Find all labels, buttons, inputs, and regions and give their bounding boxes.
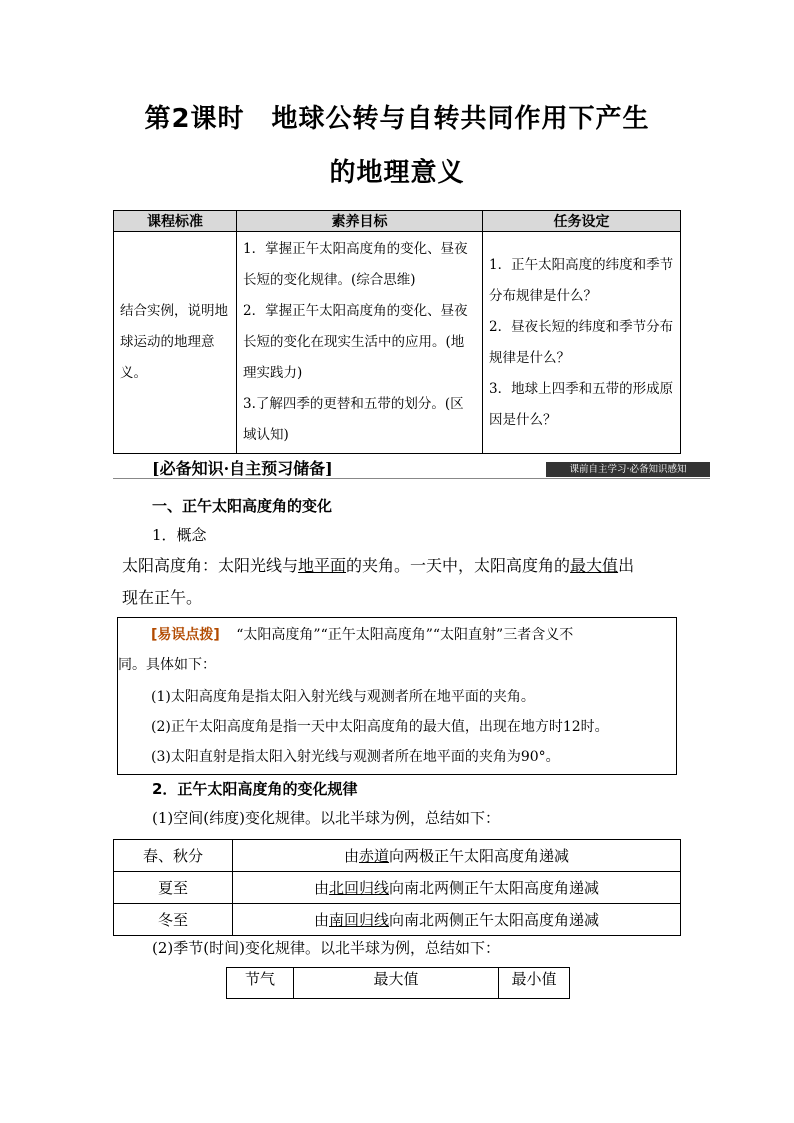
tip-item-2: (2)正午太阳高度角是指一天中太阳高度角的最大值，出现在地方时12时。 [151,719,609,735]
task-item: 3．地球上四季和五带的形成原因是什么？ [489,380,674,428]
page-title-line2: 的地理意义 [329,158,465,188]
rule-underlined: 赤道 [358,847,389,865]
concept-line1 [122,551,634,581]
concept-text: 出 [618,556,635,575]
rule-underlined: 北回归线 [328,879,389,897]
latitude-table [113,839,681,936]
table-row [114,840,681,872]
tip-intro: “太阳高度角”“正午太阳高度角”“太阳直射”三者含义不 [236,627,574,643]
concept-text: 的夹角。一天中，太阳高度角的 [346,556,571,575]
tip-item-3: (3)太阳直射是指太阳入射光线与观测者所在地平面的夹角为90°。 [151,749,560,765]
standard-cell: 结合实例，说明地球运动的地理意义。 [114,232,237,454]
tasks-cell [483,232,681,454]
rule-underlined: 南回归线 [328,911,389,929]
goal-item: 1．掌握正午太阳高度角的变化、昼夜长短的变化规律。(综合思维) [243,241,468,288]
table-row [227,968,570,999]
rule-cell [233,840,681,872]
header-max: 最大值 [294,968,499,999]
season-cell: 夏至 [114,872,233,904]
concept-line2: 现在正午。 [122,588,203,607]
table-row [114,904,681,936]
table-row [114,872,681,904]
rule-cell [233,872,681,904]
standards-table [113,210,681,454]
rule-text: 向两极正午太阳高度角递减 [389,847,570,865]
standards-header-row [114,211,681,232]
section-divider [113,478,710,479]
seasonal-intro: (2)季节(时间)变化规律。以北半球为例，总结如下： [152,939,500,957]
heading-2: 2．正午太阳高度角的变化规律 [152,780,358,798]
task-item: 2．昼夜长短的纬度和季节分布规律是什么？ [489,318,674,366]
concept-underlined: 最大值 [570,556,619,575]
goals-cell [237,232,483,454]
heading-1: 一、正午太阳高度角的变化 [152,497,333,515]
task-item: 1．正午太阳高度的纬度和季节分布规律是什么？ [489,256,674,304]
header-min: 最小值 [499,968,570,999]
rule-text: 向南北两侧正午太阳高度角递减 [389,879,600,897]
header-standard: 课程标准 [114,211,237,232]
season-cell: 春、秋分 [114,840,233,872]
tip-intro-line [151,624,573,644]
rule-text: 由 [313,879,329,897]
concept-underlined: 地平面 [298,556,347,575]
rule-text: 由 [313,911,329,929]
concept-text: 太阳高度角：太阳光线与 [122,556,299,575]
rule-text: 由 [343,847,359,865]
section-header: [必备知识·自主预习储备] [152,459,333,478]
spatial-intro: (1)空间(纬度)变化规律。以北半球为例，总结如下： [152,809,500,827]
header-tasks: 任务设定 [483,211,681,232]
standards-content-row [114,232,681,454]
rule-text: 向南北两侧正午太阳高度角递减 [389,911,600,929]
header-solar-term: 节气 [227,968,294,999]
section-tag: 课前自主学习·必备知识感知 [546,462,710,477]
tip-label: [易误点拨] [151,627,220,643]
goal-item: 3.了解四季的更替和五带的划分。(区域认知) [243,396,464,443]
tip-item-1: (1)太阳高度角是指太阳入射光线与观测者所在地平面的夹角。 [151,689,535,705]
tip-intro2: 同。具体如下： [118,657,216,673]
tip-box [117,617,677,775]
heading-1-1: 1．概念 [152,526,207,544]
page-title-line1: 第2课时 地球公转与自转共同作用下产生 [144,104,650,134]
rule-cell [233,904,681,936]
header-goals: 素养目标 [237,211,483,232]
goal-item: 2．掌握正午太阳高度角的变化、昼夜长短的变化在现实生活中的应用。(地理实践力) [243,303,468,381]
season-cell: 冬至 [114,904,233,936]
season-table [226,967,570,999]
